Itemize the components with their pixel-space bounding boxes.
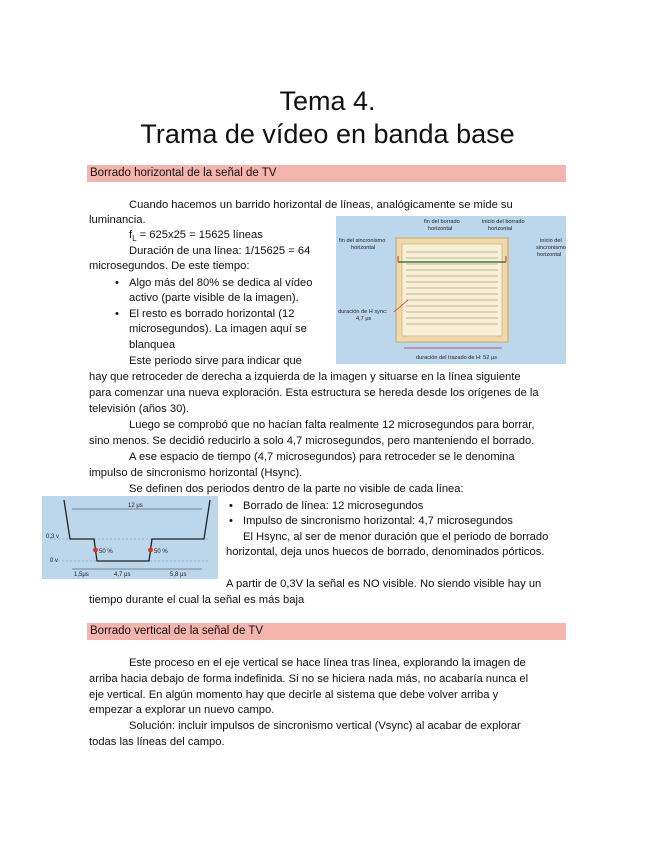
fig1-label-inicio-borrado: inicio del borrado	[482, 219, 525, 225]
paragraph-line: Solución: incluir impulsos de sincronismo vertical (Vsync) al acabar de explorar	[129, 720, 521, 732]
paragraph-line: Este periodo sirve para indicar que	[129, 355, 302, 367]
fig2-label-t2: 4,7 μs	[114, 572, 131, 578]
paragraph-line: hay que retroceder de derecha a izquierda de la imagen y situarse en la línea siguiente	[89, 371, 521, 383]
paragraph-line: arriba hacia debajo de forma indefinida. Si no se hiciera nada más, no acabaría nunca el	[89, 673, 529, 685]
paragraph-line: Se definen dos periodos dentro de la parte no visible de cada línea:	[129, 483, 464, 495]
fig1-label-fin-borrado-2: horizontal	[428, 226, 453, 232]
fig1-label-inicio-sinc: inicio del	[540, 238, 562, 244]
fig1-label-fin-sinc-2: horizontal	[351, 245, 376, 251]
formula-subscript: L	[132, 234, 137, 244]
bullet-continuation: microsegundos). La imagen aquí se	[129, 323, 307, 335]
page-title: Tema 4.	[279, 86, 376, 116]
paragraph-line: sino menos. Se decidió reducirlo a solo 4,7 microsegundos, pero manteniendo el borrado.	[89, 435, 535, 447]
paragraph-line: para comenzar una nueva exploración. Esta estructura se hereda desde los orígenes de la	[89, 387, 539, 399]
bullet-item	[243, 499, 423, 514]
bullet-text: El resto es borrado horizontal (12	[129, 308, 295, 320]
formula-f: f	[129, 229, 133, 241]
paragraph-line: A ese espacio de tiempo (4,7 microsegundos) para retroceder se le denomina	[129, 451, 515, 463]
fig2-label-v03: 0,3 v	[46, 534, 60, 540]
paragraph-line: empezar a explorar un nuevo campo.	[89, 704, 275, 716]
paragraph-line: impulso de sincronismo horizontal (Hsync).	[89, 467, 303, 479]
bullet-item	[243, 514, 513, 529]
fig1-label-hsync: duración de H sync:	[338, 309, 388, 315]
paragraph-line: tiempo durante el cual la señal es más baja	[89, 594, 305, 606]
paragraph-line: todas las líneas del campo.	[89, 736, 225, 748]
bullet-continuation: blanquea	[129, 339, 176, 351]
fig2-label-t1: 1,5μs	[74, 572, 89, 578]
fig2-label-v0: 0 v	[50, 558, 59, 564]
fig2-label-t3: 5,8 μs	[170, 572, 187, 578]
bullet-text: Algo más del 80% se dedica al vídeo	[129, 277, 313, 289]
paragraph-line: Este proceso en el eje vertical se hace línea tras línea, explorando la imagen de	[129, 657, 526, 669]
paragraph-line: microsegundos. De este tiempo:	[89, 260, 250, 272]
paragraph-line: horizontal, deja unos huecos de borrado, denominados pórticos.	[226, 546, 545, 558]
tv-scan-diagram-svg	[336, 216, 566, 364]
paragraph-line: A partir de 0,3V la señal es NO visible. No siendo visible hay un	[226, 578, 542, 590]
fig2-label-pct-right: 50 %	[154, 549, 168, 555]
fig1-label-fin-borrado: fin del borrado	[424, 219, 460, 225]
page-subtitle: Trama de vídeo en banda base	[140, 119, 515, 149]
fig2-label-top: 12 μs	[128, 503, 143, 509]
fig1-label-fin-sinc: fin del sincronismo	[339, 238, 386, 244]
hsync-waveform-svg	[42, 496, 218, 579]
bullet-item	[129, 307, 294, 322]
tv-scan-diagram	[336, 216, 566, 364]
bullet-continuation: activo (parte visible de la imagen).	[129, 292, 299, 304]
section-heading-horizontal: Borrado horizontal de la señal de TV	[87, 165, 566, 182]
formula-rest: = 625x25 = 15625 líneas	[136, 229, 263, 241]
paragraph-line: eje vertical. En algún momento hay que decirle al sistema que debe volver arriba y	[89, 689, 499, 701]
paragraph-line: El Hsync, al ser de menor duración que el periodo de borrado	[243, 531, 549, 543]
hsync-waveform-diagram	[42, 496, 218, 579]
bullet-text: Impulso de sincronismo horizontal: 4,7 microsegundos	[243, 515, 513, 527]
fig1-label-hsync-2: 4,7 μs	[356, 316, 372, 322]
paragraph-line: televisión (años 30).	[89, 403, 190, 415]
fig1-label-inicio-borrado-2: horizontal	[488, 226, 513, 232]
section-heading-vertical: Borrado vertical de la señal de TV	[87, 623, 566, 640]
fig1-label-inicio-sinc-3: horizontal	[537, 252, 562, 258]
bullet-text: Borrado de línea: 12 microsegundos	[243, 500, 424, 512]
paragraph-line: Cuando hacemos un barrido horizontal de líneas, analógicamente se mide su	[129, 199, 513, 211]
paragraph-line: Duración de una línea: 1/15625 = 64	[129, 245, 311, 257]
fig2-label-pct-left: 50 %	[99, 549, 113, 555]
paragraph-line: luminancia.	[89, 214, 146, 226]
fig1-label-inicio-sinc-2: sincronismo	[536, 245, 566, 251]
bullet-item	[129, 276, 312, 291]
fig1-label-trazado: duración del trazado de H: 52 μs	[416, 355, 497, 361]
paragraph-line: Luego se comprobó que no hacían falta realmente 12 microsegundos para borrar,	[129, 419, 535, 431]
